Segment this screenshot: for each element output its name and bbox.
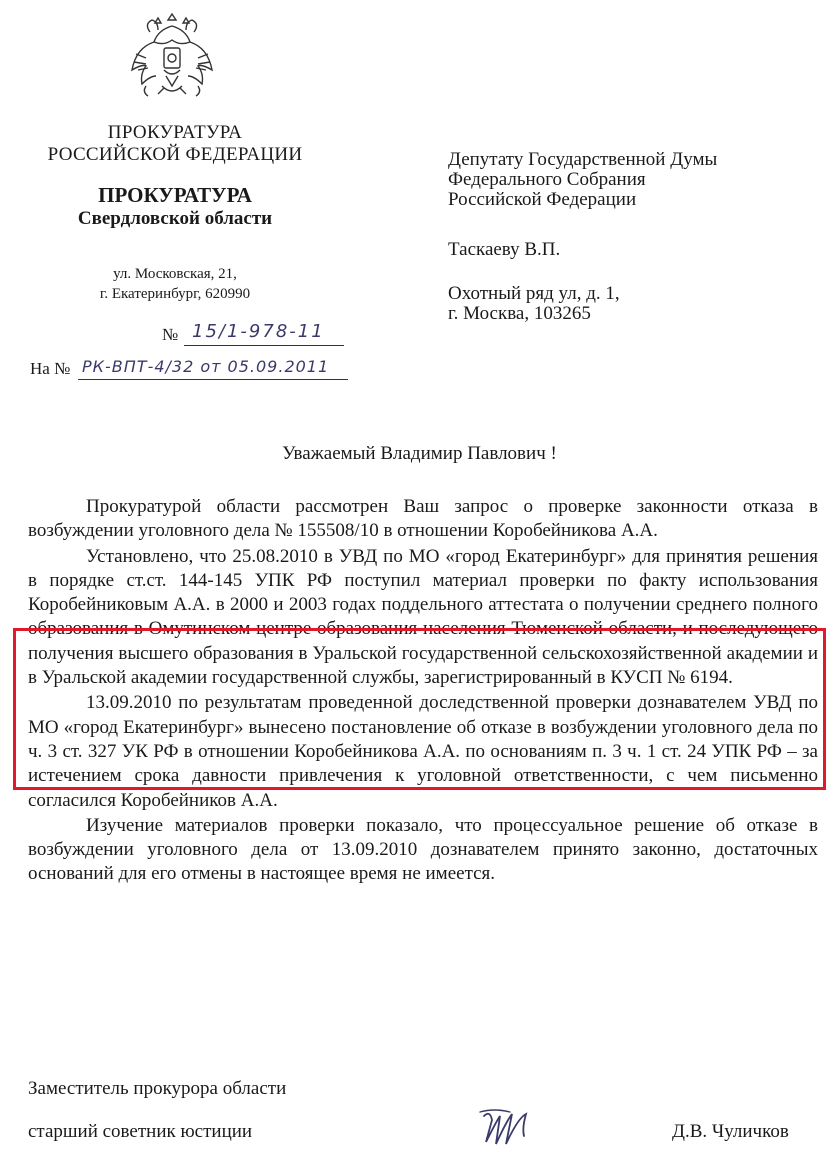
recipient-line1: Депутату Государственной Думы xyxy=(448,149,718,170)
recipient-address-city: г. Москва, 103265 xyxy=(448,303,591,324)
paragraph-2-start: Установлено, что 25.08.2010 в УВД по МО «город Екатеринбург» для принятия решения в порядке ст.ст. 144-145 УПК РФ поступил материал проверки xyxy=(28,545,818,591)
letter-body xyxy=(28,495,818,888)
signer-role-line1: Заместитель прокурора области xyxy=(28,1078,287,1099)
sender-line2: РОССИЙСКОЙ ФЕДЕРАЦИИ xyxy=(47,144,303,165)
paragraph-2-highlight: по факту использования Коробейниковым А.А. в 2000 и 2003 годах поддельного аттестата о получении среднего полного образования в Омутинском центре образования населения Тюменской области, и последующего получения высшего образования в Уральской государственной сельскохозяйственной академии и в Уральской академии государственной службы, зарегистрированный в КУСП № 6194. xyxy=(28,569,819,689)
outgoing-number-prefix: № xyxy=(162,325,179,344)
paragraph-4: Изучение материалов проверки показало, что процессуальное решение об отказе в возбуждении уголовного дела от 13.09.2010 дознавателем принято законно, достаточных оснований для его отмены в настоящее время не имеется. xyxy=(28,814,818,885)
sender-address-street: ул. Московская, 21, xyxy=(113,266,237,282)
salutation: Уважаемый Владимир Павлович ! xyxy=(282,443,557,464)
incoming-reference-label: На № xyxy=(30,359,71,378)
outgoing-number-field xyxy=(60,321,340,351)
signer-name: Д.В. Чуличков xyxy=(672,1121,789,1142)
recipient-line3: Российской Федерации xyxy=(448,189,637,210)
sender-address xyxy=(20,264,330,304)
sender-region: Свердловской области xyxy=(77,208,273,229)
sender-title: ПРОКУРАТУРА xyxy=(98,183,252,207)
sender-line1: ПРОКУРАТУРА xyxy=(107,122,243,143)
double-headed-eagle-emblem-icon xyxy=(128,8,216,104)
sender-address-city: г. Екатеринбург, 620990 xyxy=(99,286,251,302)
paragraph-2 xyxy=(28,545,818,691)
recipient-address-street: Охотный ряд ул, д. 1, xyxy=(448,283,620,304)
incoming-reference-field xyxy=(30,359,360,385)
paragraph-3: 13.09.2010 по результатам проведенной доследственной проверки дознавателем УВД по МО «город Екатеринбург» вынесено постановление об отказе в возбуждении уголовного дела по ч. 3 ст. 327 УК РФ в отношении Коробейникова А.А. по основаниям п. 3 ч. 1 ст. 24 УПК РФ – за истечением срока давности привлечения к уголовной ответственности, с чем письменно согласился Коробейников А.А. xyxy=(28,692,818,811)
handwritten-signature-icon xyxy=(478,1104,548,1152)
incoming-reference-line xyxy=(78,379,348,380)
paragraph-1: Прокуратурой области рассмотрен Ваш запрос о проверке законности отказа в возбуждении уголовного дела № 155508/10 в отношении Коробейникова А.А. xyxy=(28,496,818,542)
signer-role-line2: старший советник юстиции xyxy=(28,1121,253,1142)
recipient-block xyxy=(448,150,828,324)
outgoing-number-handwritten: 15/1-978-11 xyxy=(192,321,325,342)
outgoing-number-line xyxy=(184,345,344,346)
recipient-name: Таскаеву В.П. xyxy=(448,239,561,260)
sender-block xyxy=(20,122,330,304)
recipient-line2: Федерального Собрания xyxy=(448,169,646,190)
incoming-reference-handwritten: РК-ВПТ-4/32 от 05.09.2011 xyxy=(82,357,330,376)
